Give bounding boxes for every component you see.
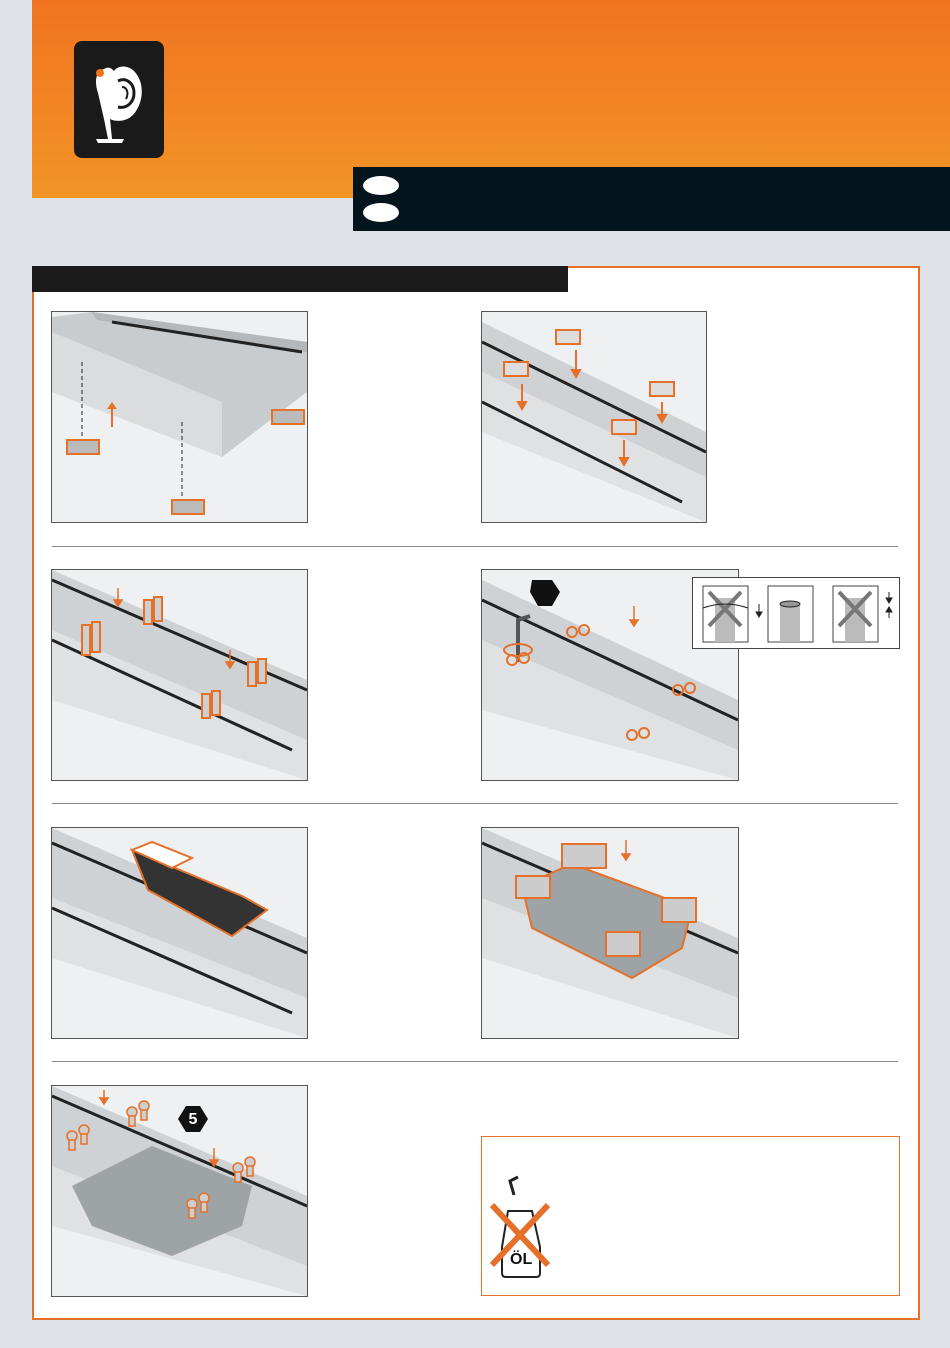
step-divider xyxy=(52,803,898,804)
torque-detail-inset xyxy=(692,577,900,649)
step-divider xyxy=(52,546,898,547)
title-bar xyxy=(353,167,950,231)
step-1-illustration xyxy=(51,311,308,523)
step-divider xyxy=(52,1061,898,1062)
language-dot-icon xyxy=(363,176,399,195)
no-oil-hint xyxy=(481,1136,900,1296)
step-3-illustration xyxy=(51,569,308,781)
step-7-badge: 5 xyxy=(188,1111,198,1128)
step-7-illustration xyxy=(51,1085,308,1297)
section-heading-bar xyxy=(32,266,568,292)
language-dot-icon xyxy=(363,203,399,222)
no-oil-icon xyxy=(482,1137,562,1295)
step-6-illustration xyxy=(481,827,739,1039)
step-2-illustration xyxy=(481,311,707,523)
step-5-illustration xyxy=(51,827,308,1039)
rooster-logo-icon xyxy=(74,41,164,158)
oil-label: ÖL xyxy=(510,1251,533,1268)
